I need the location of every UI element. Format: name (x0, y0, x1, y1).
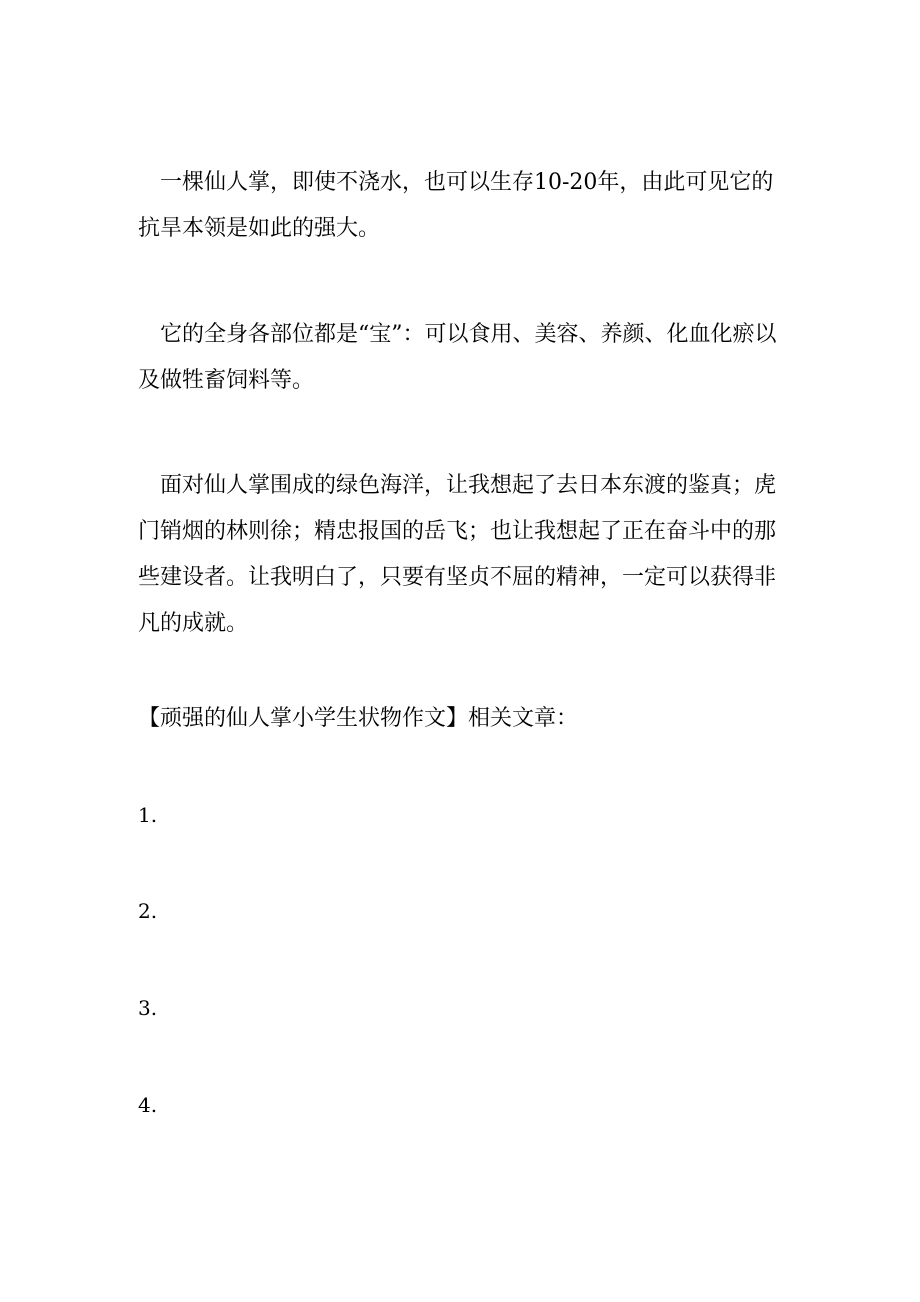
related-articles-heading: 【顽强的仙人掌小学生状物作文】相关文章： (138, 706, 579, 731)
related-item-1: 1. (138, 803, 158, 827)
paragraph-3: 面对仙人掌围成的绿色海洋，让我想起了去日本东渡的鉴真；虎门销烟的林则徐；精忠报国的岳飞；也让我想起了正在奋斗中的那些建设者。让我明白了，只要有坚贞不屈的精神，一定可以获得非凡的成就。 (138, 473, 777, 636)
related-item-3: 3. (138, 996, 158, 1020)
related-item-4: 4. (138, 1093, 158, 1117)
related-item-2: 2. (138, 899, 158, 923)
paragraph-1: 一棵仙人掌，即使不浇水，也可以生存10-20年，由此可见它的抗旱本领是如此的强大。 (138, 170, 774, 241)
paragraph-2: 它的全身各部位都是“宝”：可以食用、美容、养颜、化血化瘀以及做牲畜饲料等。 (138, 322, 777, 393)
